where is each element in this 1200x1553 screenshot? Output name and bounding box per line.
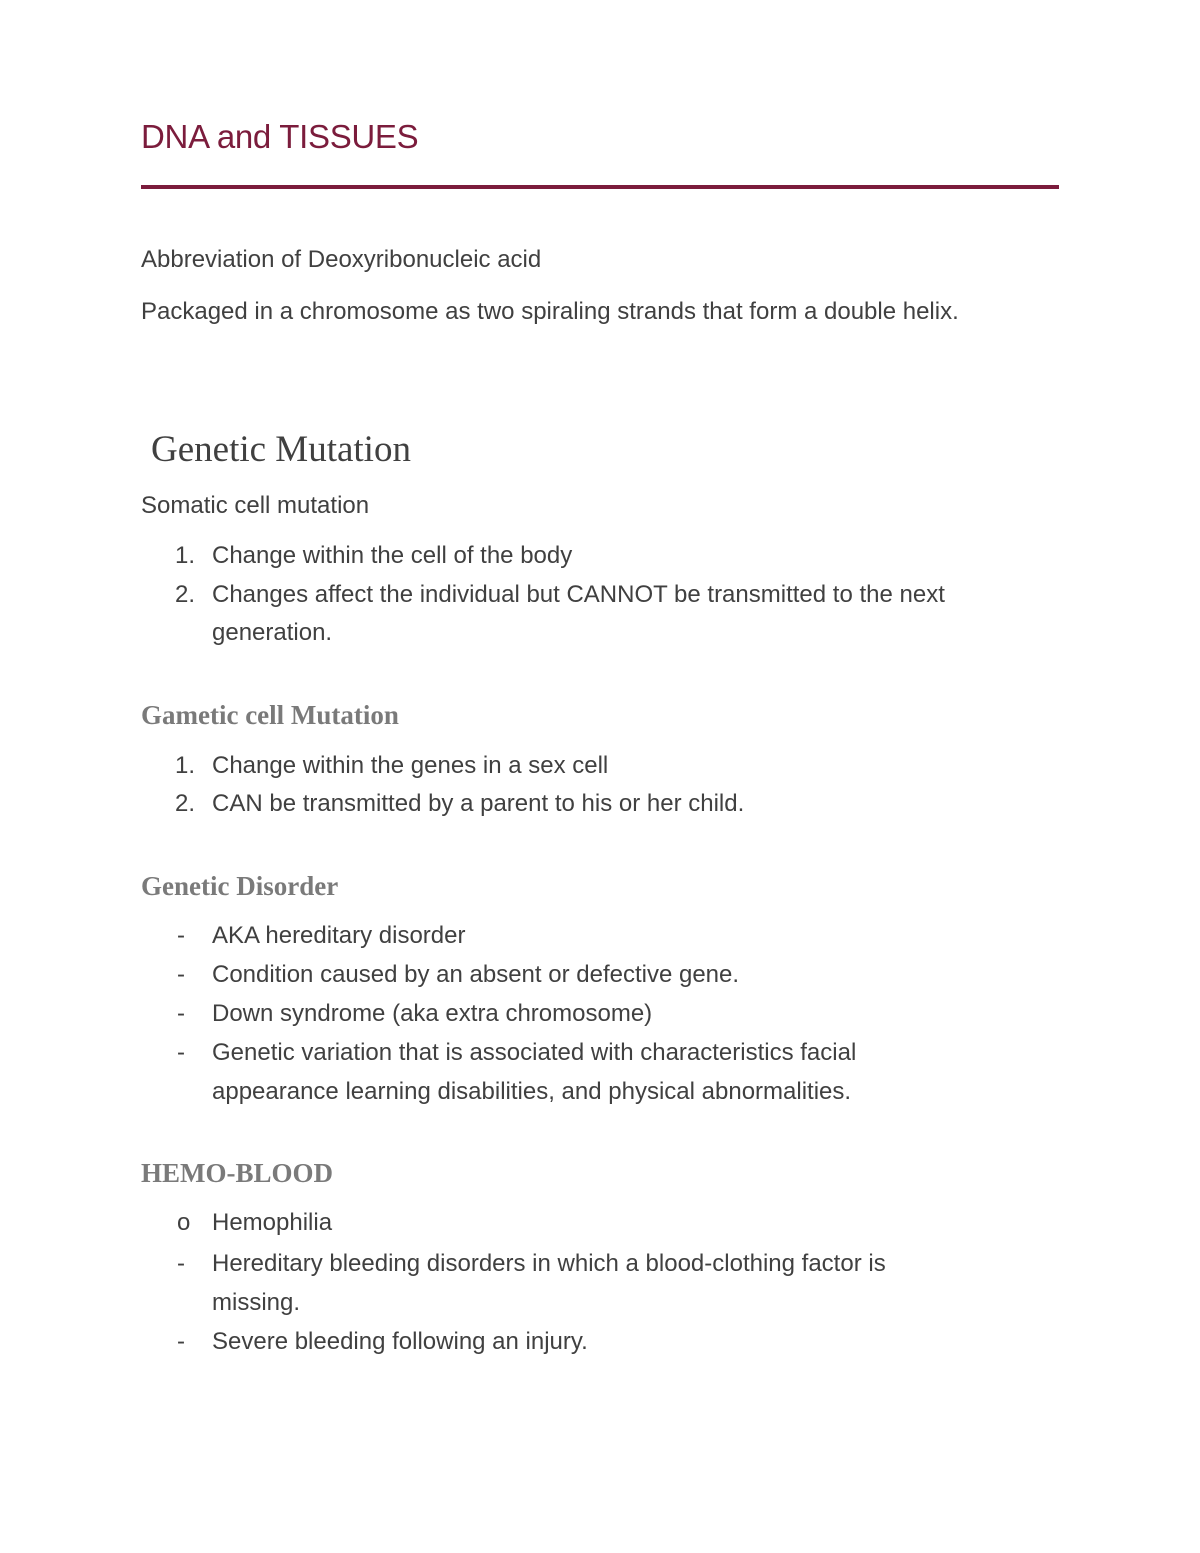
list-item: Hereditary bleeding disorders in which a blood-clothing factor is <box>212 1250 886 1277</box>
intro-line-1: Abbreviation of Deoxyribonucleic acid <box>141 246 542 273</box>
gametic-heading: Gametic cell Mutation <box>141 700 399 730</box>
list-marker: 1. <box>175 752 196 779</box>
list-item: Hemophilia <box>212 1209 333 1236</box>
genetic-mutation-heading: Genetic Mutation <box>151 429 411 470</box>
list-marker: - <box>177 1000 185 1027</box>
list-item: Severe bleeding following an injury. <box>212 1328 588 1355</box>
intro-line-2: Packaged in a chromosome as two spiraling strands that form a double helix. <box>141 298 959 325</box>
list-item-continuation: missing. <box>212 1289 301 1316</box>
list-item: Down syndrome (aka extra chromosome) <box>212 1000 653 1027</box>
list-item: Condition caused by an absent or defective gene. <box>212 961 740 988</box>
list-marker: 2. <box>175 790 196 817</box>
list-item: Genetic variation that is associated with characteristics facial <box>212 1039 857 1066</box>
list-marker: - <box>177 922 185 949</box>
somatic-subheading: Somatic cell mutation <box>141 492 370 519</box>
hemo-blood-heading: HEMO-BLOOD <box>141 1158 334 1188</box>
list-marker: - <box>177 1250 185 1277</box>
genetic-disorder-heading: Genetic Disorder <box>141 871 339 901</box>
list-item-continuation: generation. <box>212 619 333 646</box>
list-item: Change within the genes in a sex cell <box>212 752 609 779</box>
list-item: Change within the cell of the body <box>212 542 573 569</box>
list-marker: - <box>177 961 185 988</box>
list-marker: 2. <box>175 581 196 608</box>
title-divider <box>141 185 1059 189</box>
list-item: Changes affect the individual but CANNOT be transmitted to the next <box>212 581 945 608</box>
list-marker: - <box>177 1328 185 1355</box>
list-marker: - <box>177 1039 185 1066</box>
list-item-continuation: appearance learning disabilities, and physical abnormalities. <box>212 1078 852 1105</box>
list-marker: 1. <box>175 542 196 569</box>
list-marker: o <box>177 1209 191 1236</box>
document-title: DNA and TISSUES <box>141 118 419 155</box>
list-item: CAN be transmitted by a parent to his or her child. <box>212 790 745 817</box>
list-item: AKA hereditary disorder <box>212 922 466 949</box>
